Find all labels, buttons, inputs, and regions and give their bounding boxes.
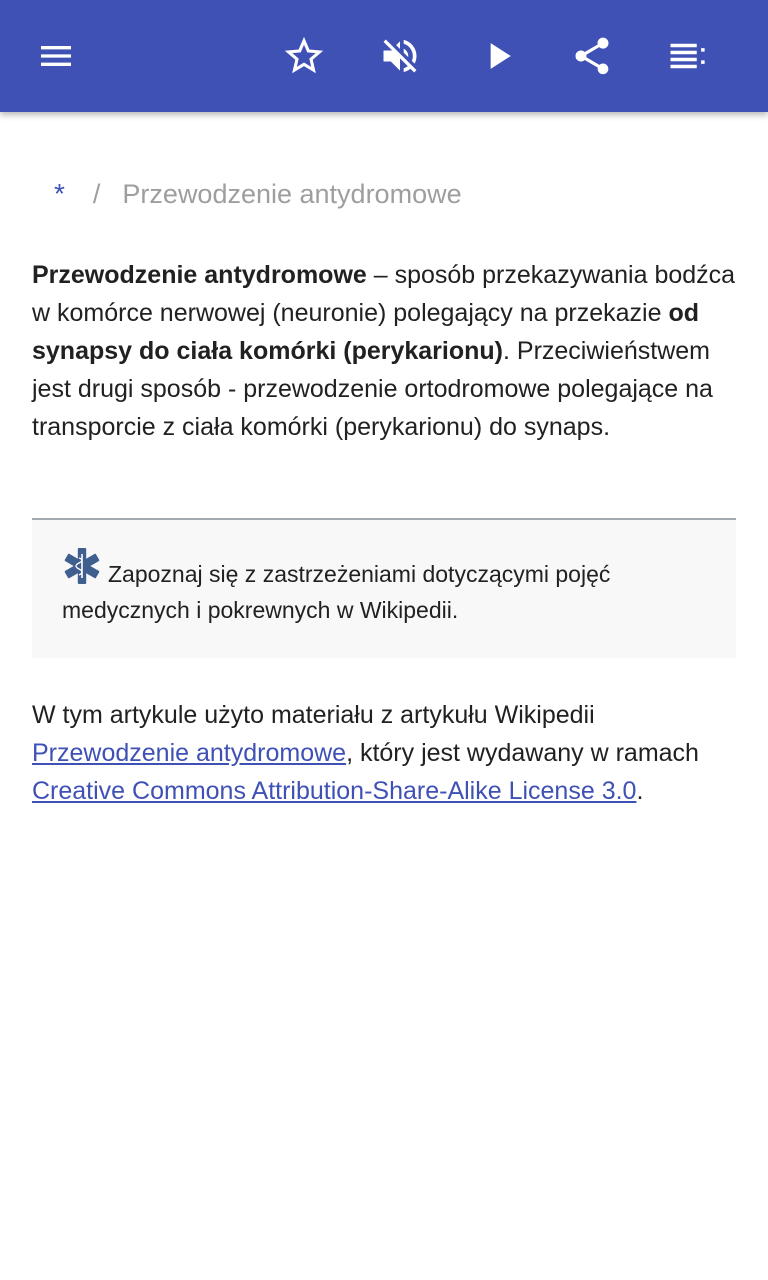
app-toolbar — [0, 0, 768, 112]
share-button[interactable] — [564, 28, 620, 84]
breadcrumb-current: Przewodzenie antydromowe — [122, 179, 462, 209]
article-intro — [32, 256, 736, 446]
license-link[interactable]: Creative Commons Attribution-Share-Alike License 3.0 — [32, 777, 637, 805]
article-text-part1: – sposób przekazywania bodźca w komórce nerwowej (neuronie) polegający na przekazie — [32, 261, 736, 327]
attribution-prefix: W tym artykule użyto materiału z artykułu Wikipedii — [32, 701, 595, 729]
playlist-icon — [667, 35, 709, 77]
attribution-middle: , który jest wydawany w ramach — [346, 739, 699, 767]
mute-button[interactable] — [372, 28, 428, 84]
medical-disclaimer-box — [32, 518, 736, 658]
share-icon — [570, 34, 614, 78]
article-content — [0, 112, 768, 1280]
breadcrumb-separator: / — [92, 179, 101, 209]
contents-button[interactable] — [660, 28, 716, 84]
menu-button[interactable] — [28, 28, 84, 84]
source-article-link[interactable]: Przewodzenie antydromowe — [32, 739, 347, 767]
play-button[interactable] — [470, 28, 526, 84]
star-of-life-icon — [62, 546, 102, 586]
attribution-suffix: . — [636, 777, 644, 805]
play-icon — [476, 34, 520, 78]
article-title-term: Przewodzenie antydromowe — [32, 261, 367, 289]
menu-icon — [36, 36, 76, 76]
disclaimer-text-block — [62, 546, 702, 628]
breadcrumb — [54, 178, 462, 210]
bookmark-button[interactable] — [276, 28, 332, 84]
breadcrumb-home-link[interactable]: * — [54, 178, 65, 209]
star-outline-icon — [281, 33, 327, 79]
article-text-part2: . Przeciwieństwem jest drugi sposób - przewodzenie ortodromowe polegające na transporcie z ciała komórki (perykarionu) do synaps. — [32, 337, 713, 441]
attribution-paragraph — [32, 696, 736, 810]
article-bold-phrase: od synapsy do ciała komórki (perykarionu) — [32, 299, 699, 365]
disclaimer-text: Zapoznaj się z zastrzeżeniami dotyczącymi pojęć medycznych i pokrewnych w Wikipedii. — [62, 561, 611, 623]
volume-off-icon — [378, 34, 422, 78]
